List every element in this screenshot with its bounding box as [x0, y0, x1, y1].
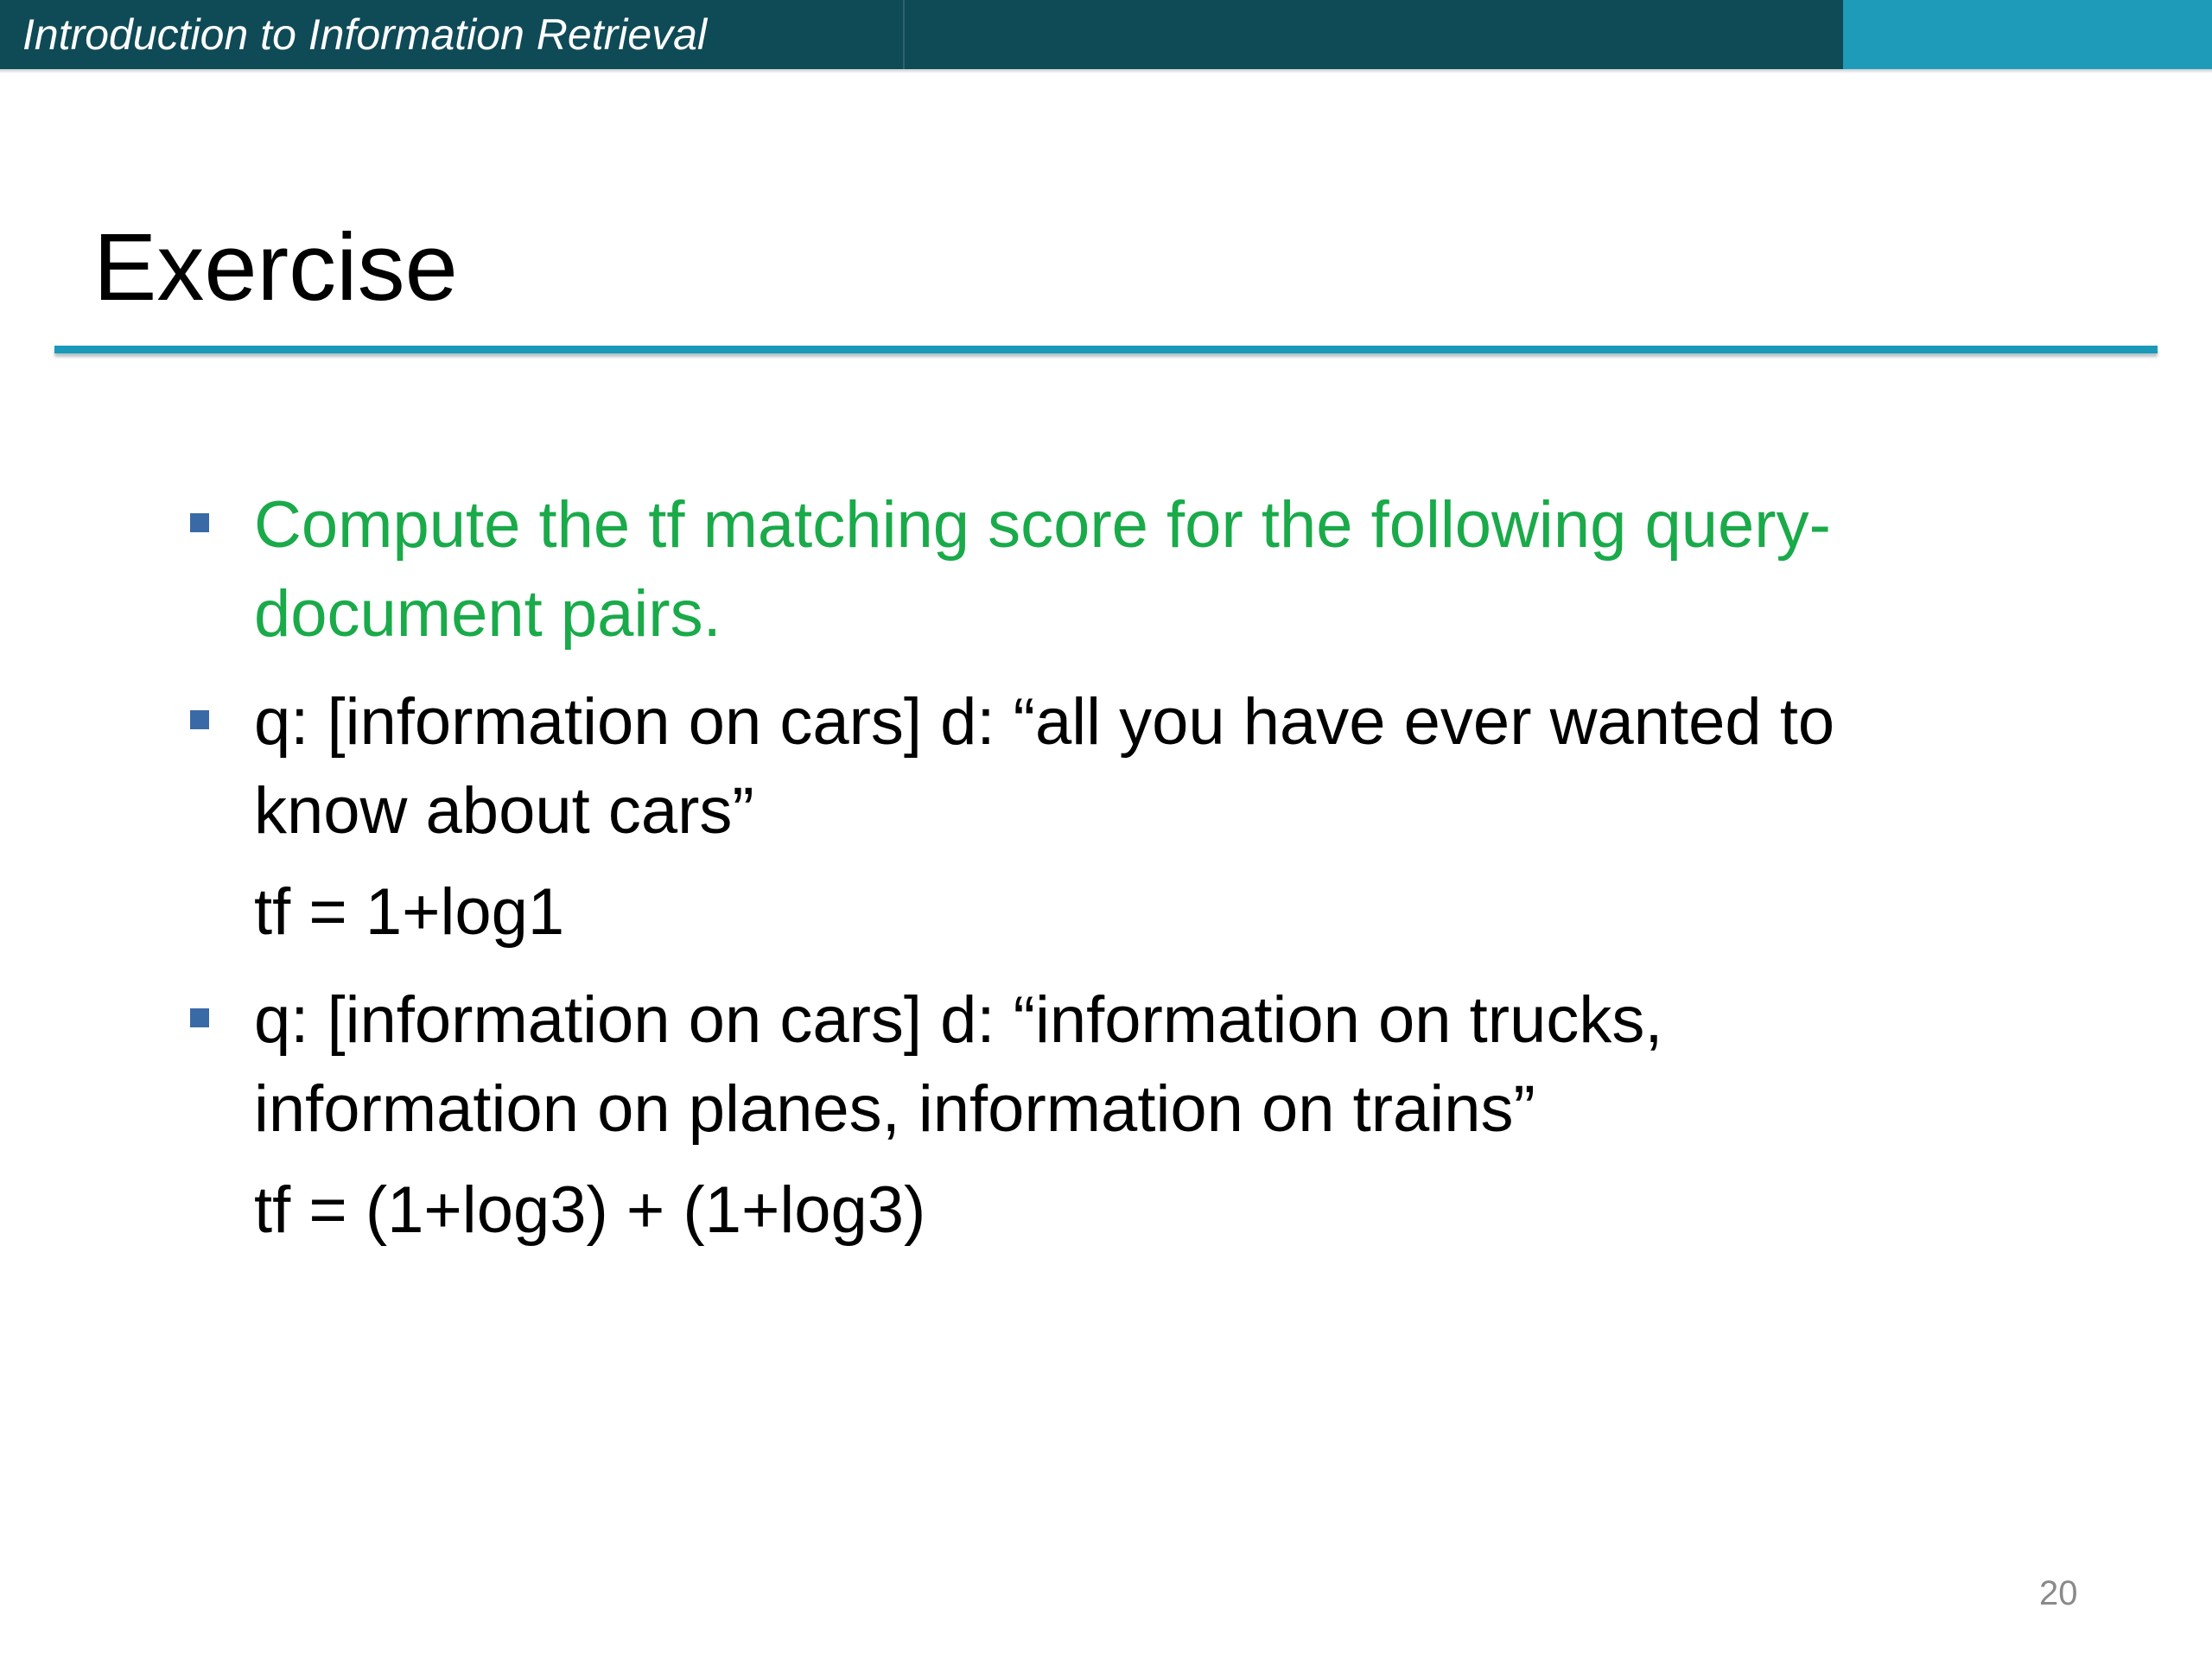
course-title: Introduction to Information Retrieval [22, 10, 708, 59]
slide-content [190, 480, 2005, 1274]
header-segment [903, 0, 1845, 69]
page-number: 20 [2039, 1574, 2078, 1612]
bullet-item [190, 677, 2005, 855]
header-accent-block [1843, 0, 2212, 69]
title-underline [54, 346, 2158, 353]
bullet-text: q: [information on cars] d: “information on trucks, information on planes, information on trains” [254, 983, 1663, 1146]
formula-line: tf = (1+log3) + (1+log3) [254, 1173, 926, 1247]
slide-title: Exercise [93, 214, 458, 321]
square-bullet-icon [190, 513, 209, 532]
formula-line: tf = 1+log1 [254, 875, 565, 949]
bullet-text: q: [information on cars] d: “all you have ever wanted to know about cars” [254, 685, 1835, 848]
bullet-item [190, 480, 2005, 658]
header-shadow [0, 69, 2212, 73]
square-bullet-icon [190, 710, 209, 729]
bullet-text: Compute the tf matching score for the following query-document pairs. [254, 488, 1831, 651]
square-bullet-icon [190, 1008, 209, 1027]
bullet-item [190, 976, 2005, 1154]
